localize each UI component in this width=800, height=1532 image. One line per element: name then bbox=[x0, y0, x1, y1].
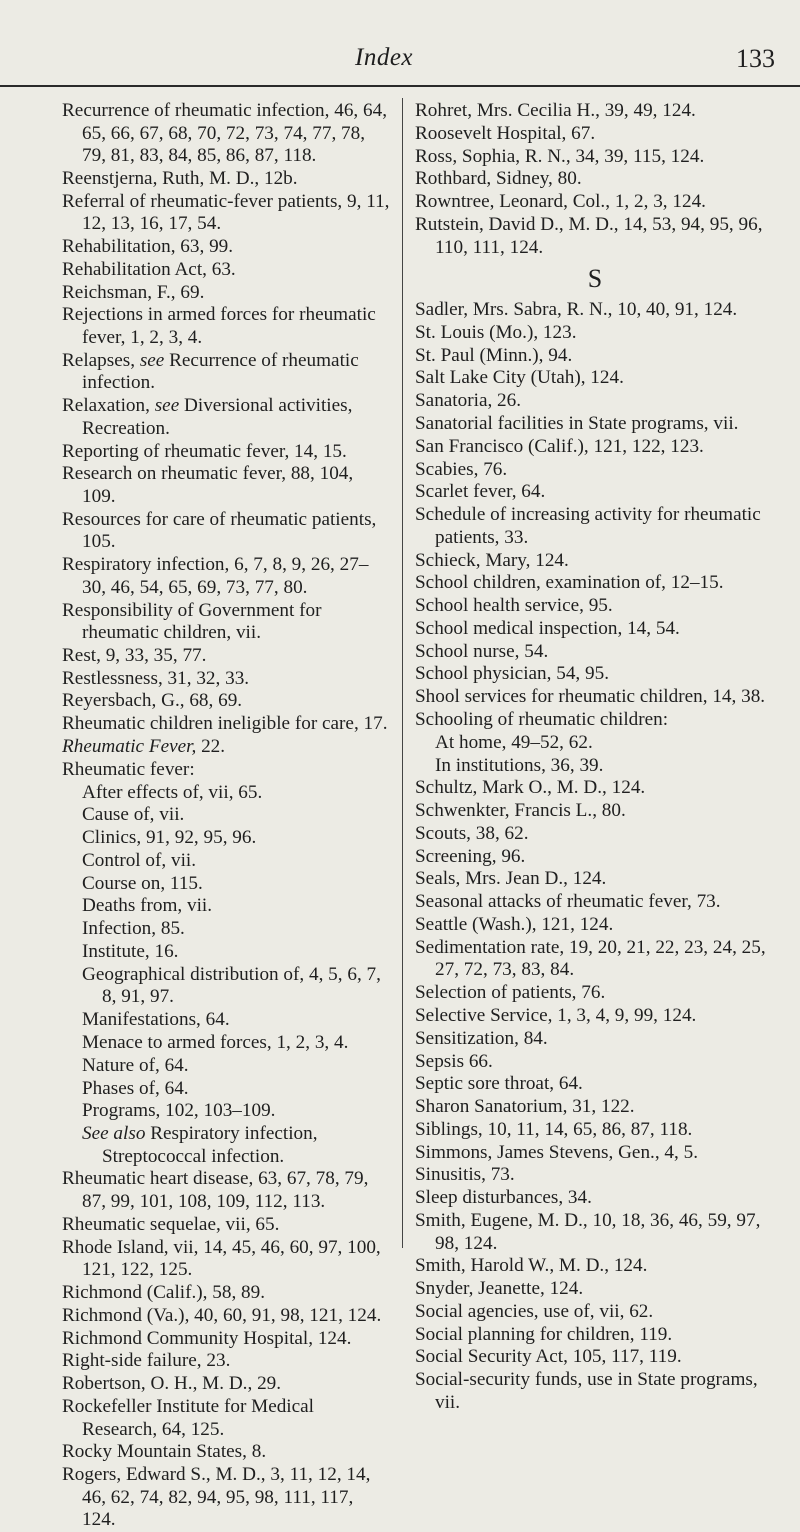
index-subentry: Programs, 102, 103–109. bbox=[82, 1100, 276, 1122]
index-entry: Restlessness, 31, 32, 33. bbox=[62, 667, 250, 689]
index-entry: Social Security Act, 105, 117, 119. bbox=[415, 1346, 682, 1368]
entry-italic-text: Rheumatic Fever, bbox=[62, 736, 197, 757]
index-entry: Research on rheumatic fever, 88, 104, 109. bbox=[62, 463, 354, 507]
index-entry: Schooling of rheumatic children: bbox=[415, 708, 669, 730]
index-entry: Reporting of rheumatic fever, 14, 15. bbox=[62, 440, 347, 462]
index-entry: Ross, Sophia, R. N., 34, 39, 115, 124. bbox=[415, 145, 705, 167]
index-entry: School children, examination of, 12–15. bbox=[415, 572, 724, 594]
index-entry: Respiratory infection, 6, 7, 8, 9, 26, 27–30, 46, 54, 65, 69, 73, 77, 80. bbox=[62, 554, 369, 598]
index-subentry: Geographical distribution of, 4, 5, 6, 7, 8, 91, 97. bbox=[82, 963, 381, 1008]
index-entry: Rohret, Mrs. Cecilia H., 39, 49, 124. bbox=[415, 100, 696, 121]
index-subentry: At home, 49–52, 62. bbox=[435, 731, 593, 753]
index-group-r bbox=[415, 100, 775, 259]
entry-text: 22. bbox=[196, 736, 226, 757]
index-entry bbox=[62, 350, 390, 395]
index-entry: Referral of rheumatic-fever patients, 9, 11, 12, 13, 16, 17, 54. bbox=[62, 190, 390, 235]
index-entry: Screening, 96. bbox=[415, 845, 526, 867]
index-entry: Reichsman, F., 69. bbox=[62, 281, 205, 303]
index-entry: Responsibility of Government for rheumatic children, vii. bbox=[62, 599, 322, 644]
index-entry: Social-security funds, use in State programs, vii. bbox=[415, 1369, 758, 1413]
index-group-s bbox=[415, 299, 775, 1414]
index-entry: Rheumatic children ineligible for care, 17. bbox=[62, 713, 388, 735]
index-subentry: Cause of, vii. bbox=[82, 804, 185, 826]
index-entry: Rogers, Edward S., M. D., 3, 11, 12, 14, 46, 62, 74, 82, 94, 95, 98, 111, 117, 124. bbox=[62, 1464, 371, 1531]
index-entry: Shool services for rheumatic children, 14, 38. bbox=[415, 686, 766, 708]
index-entry: Simmons, James Stevens, Gen., 4, 5. bbox=[415, 1141, 699, 1163]
index-entry: Smith, Eugene, M. D., 10, 18, 36, 46, 59, 97, 98, 124. bbox=[415, 1209, 761, 1254]
index-entry: St. Louis (Mo.), 123. bbox=[415, 321, 577, 343]
index-entry: Selection of patients, 76. bbox=[415, 982, 606, 1004]
index-entry: Sinusitis, 73. bbox=[415, 1164, 515, 1186]
index-entry: Schultz, Mark O., M. D., 124. bbox=[415, 777, 646, 799]
index-entry: Rheumatic fever: bbox=[62, 758, 195, 780]
section-letter: S bbox=[587, 264, 603, 294]
index-subentry: In institutions, 36, 39. bbox=[435, 754, 604, 776]
index-subentry: Clinics, 91, 92, 95, 96. bbox=[82, 827, 257, 849]
entry-text: Recurrence of rheumatic infection. bbox=[82, 349, 359, 394]
index-entry: Scouts, 38, 62. bbox=[415, 822, 529, 844]
index-entry: Social agencies, use of, vii, 62. bbox=[415, 1300, 654, 1322]
index-entry: Richmond Community Hospital, 124. bbox=[62, 1327, 352, 1349]
index-entry: Rowntree, Leonard, Col., 1, 2, 3, 124. bbox=[415, 191, 706, 213]
index-subentry bbox=[82, 1123, 390, 1168]
index-entry: Sharon Sanatorium, 31, 122. bbox=[415, 1096, 635, 1118]
index-entry: Rheumatic heart disease, 63, 67, 78, 79, 87, 99, 101, 108, 109, 112, 113. bbox=[62, 1168, 369, 1213]
index-entry: Rutstein, David D., M. D., 14, 53, 94, 95, 96, 110, 111, 124. bbox=[415, 213, 763, 258]
index-entry: Social planning for children, 119. bbox=[415, 1323, 673, 1345]
index-entry: Snyder, Jeanette, 124. bbox=[415, 1278, 584, 1300]
index-entry: Sleep disturbances, 34. bbox=[415, 1187, 592, 1209]
index-entry: Right-side failure, 23. bbox=[62, 1350, 231, 1372]
index-entry: Sadler, Mrs. Sabra, R. N., 10, 40, 91, 124. bbox=[415, 299, 738, 321]
index-entry: Richmond (Calif.), 58, 89. bbox=[62, 1282, 266, 1303]
index-subentry: Institute, 16. bbox=[82, 941, 179, 963]
index-entry: Rocky Mountain States, 8. bbox=[62, 1441, 267, 1463]
index-entry: Rhode Island, vii, 14, 45, 46, 60, 97, 100, 121, 122, 125. bbox=[62, 1236, 381, 1281]
index-entry: Rheumatic sequelae, vii, 65. bbox=[62, 1213, 280, 1235]
index-entry: Resources for care of rheumatic patients, 105. bbox=[62, 508, 377, 553]
index-subentry: Menace to armed forces, 1, 2, 3, 4. bbox=[82, 1031, 349, 1053]
index-entry: School physician, 54, 95. bbox=[415, 663, 609, 685]
page-title: Index bbox=[355, 44, 414, 71]
index-column-left bbox=[62, 100, 390, 1532]
index-entry: Siblings, 10, 11, 14, 65, 86, 87, 118. bbox=[415, 1118, 693, 1140]
entry-italic-text: see bbox=[139, 349, 165, 371]
header-rule bbox=[0, 85, 800, 87]
index-entry: School health service, 95. bbox=[415, 595, 613, 617]
index-entry: Reyersbach, G., 68, 69. bbox=[62, 690, 243, 712]
index-entry: Rothbard, Sidney, 80. bbox=[415, 168, 582, 190]
index-entry: Roosevelt Hospital, 67. bbox=[415, 122, 596, 144]
index-entry: St. Paul (Minn.), 94. bbox=[415, 344, 573, 366]
index-entry bbox=[62, 736, 390, 759]
index-entry: Septic sore throat, 64. bbox=[415, 1073, 583, 1095]
index-subentry: Infection, 85. bbox=[82, 918, 185, 940]
index-entry: Recurrence of rheumatic infection, 46, 64, 65, 66, 67, 68, 70, 72, 73, 74, 77, 78, 79, 81, 83, 84, 85, 86, 87, 118. bbox=[62, 100, 387, 167]
index-entry: Scabies, 76. bbox=[415, 458, 508, 480]
entry-text: Respiratory infection, Streptococcal infection. bbox=[102, 1123, 318, 1167]
index-entry: Smith, Harold W., M. D., 124. bbox=[415, 1255, 648, 1277]
index-entry: Selective Service, 1, 3, 4, 9, 99, 124. bbox=[415, 1004, 697, 1026]
index-entry: Schwenkter, Francis L., 80. bbox=[415, 800, 626, 822]
index-entry: Schieck, Mary, 124. bbox=[415, 549, 569, 571]
index-entry: Rest, 9, 33, 35, 77. bbox=[62, 644, 207, 666]
column-divider bbox=[402, 98, 403, 1248]
index-entry: Scarlet fever, 64. bbox=[415, 481, 546, 503]
index-subentry: Course on, 115. bbox=[82, 872, 203, 894]
index-entry: Schedule of increasing activity for rheumatic patients, 33. bbox=[415, 504, 761, 548]
index-entry: Rehabilitation, 63, 99. bbox=[62, 236, 234, 258]
index-entry: Robertson, O. H., M. D., 29. bbox=[62, 1373, 282, 1395]
index-entry: Sepsis 66. bbox=[415, 1050, 493, 1072]
index-entry: School nurse, 54. bbox=[415, 640, 549, 662]
index-entry: Richmond (Va.), 40, 60, 91, 98, 121, 124. bbox=[62, 1304, 382, 1326]
index-entry: Reenstjerna, Ruth, M. D., 12b. bbox=[62, 167, 298, 189]
index-entry bbox=[62, 395, 390, 440]
page-header bbox=[0, 0, 800, 88]
index-entry: Seasonal attacks of rheumatic fever, 73. bbox=[415, 891, 721, 913]
entry-text: Relapses, bbox=[62, 349, 140, 371]
index-entry: School medical inspection, 14, 54. bbox=[415, 617, 680, 639]
index-entry: Sanatorial facilities in State programs, vii. bbox=[415, 413, 739, 434]
index-entry: Sanatoria, 26. bbox=[415, 390, 522, 412]
index-entry: Sedimentation rate, 19, 20, 21, 22, 23, 24, 25, 27, 72, 73, 83, 84. bbox=[415, 936, 766, 981]
index-entry: Rejections in armed forces for rheumatic fever, 1, 2, 3, 4. bbox=[62, 304, 376, 349]
index-column-right bbox=[415, 100, 775, 1415]
index-subentry: Manifestations, 64. bbox=[82, 1009, 230, 1031]
index-entry: Rockefeller Institute for Medical Research, 64, 125. bbox=[62, 1395, 315, 1440]
index-entry: Rehabilitation Act, 63. bbox=[62, 258, 236, 280]
index-entry: Salt Lake City (Utah), 124. bbox=[415, 367, 624, 389]
page-number: 133 bbox=[736, 44, 775, 73]
index-entry: San Francisco (Calif.), 121, 122, 123. bbox=[415, 435, 704, 457]
index-subentry: Nature of, 64. bbox=[82, 1054, 189, 1076]
index-entry: Seattle (Wash.), 121, 124. bbox=[415, 914, 614, 935]
entry-text: Relaxation, bbox=[62, 395, 155, 417]
index-subentry: Control of, vii. bbox=[82, 849, 197, 871]
index-subentry: Deaths from, vii. bbox=[82, 895, 213, 917]
entry-text: Diversional activities, Recreation. bbox=[82, 395, 353, 439]
entry-italic-text: see bbox=[154, 395, 180, 417]
index-entry: Sensitization, 84. bbox=[415, 1027, 548, 1049]
entry-italic-text: See also bbox=[82, 1123, 146, 1145]
index-subentry: After effects of, vii, 65. bbox=[82, 781, 263, 803]
index-entry: Seals, Mrs. Jean D., 124. bbox=[415, 868, 607, 890]
index-subentry: Phases of, 64. bbox=[82, 1077, 189, 1099]
